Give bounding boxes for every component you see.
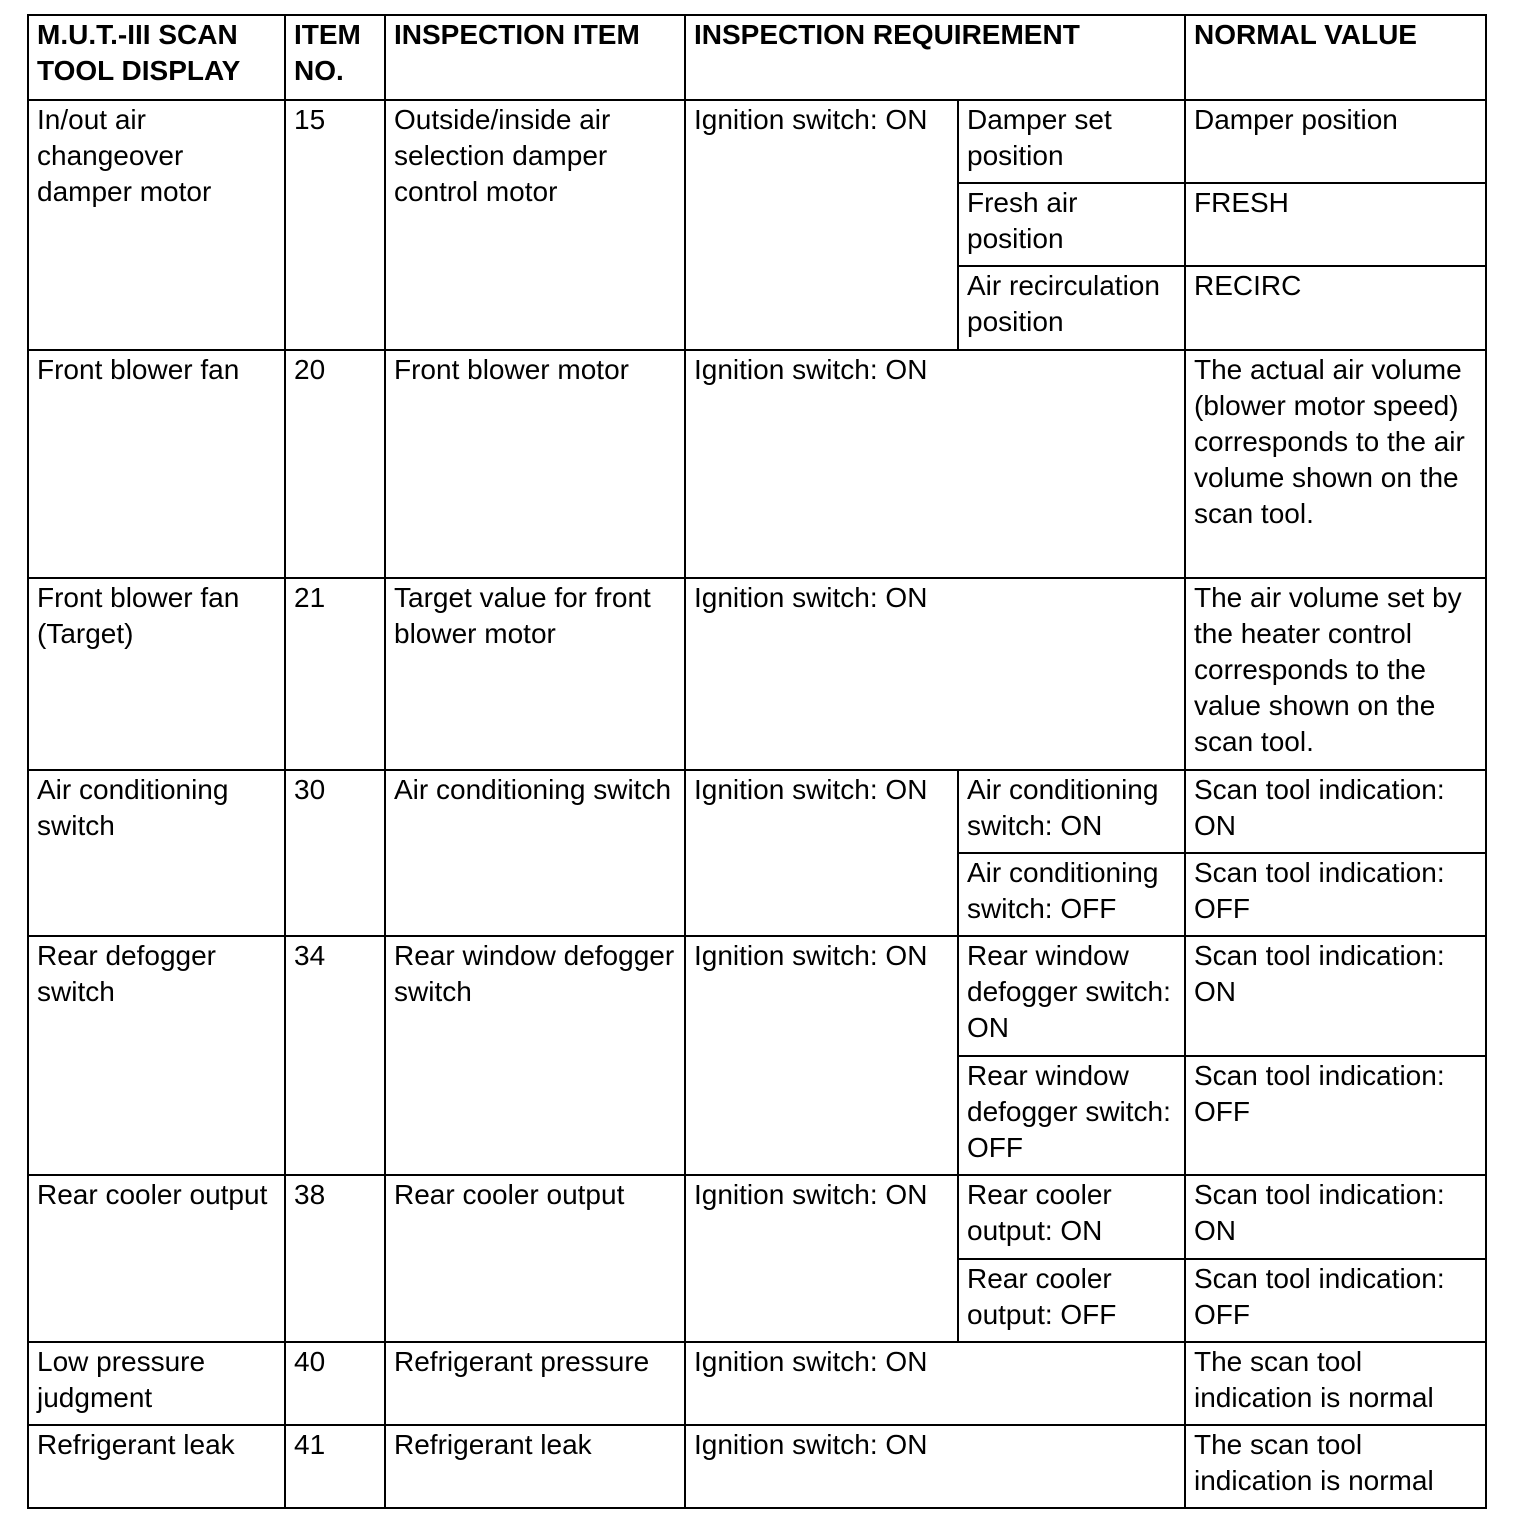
cell-inspection-item: Target value for front blower motor	[385, 578, 685, 770]
table-row	[28, 1175, 1486, 1259]
cell-requirement: Ignition switch: ON	[685, 770, 958, 936]
cell-condition: Air conditioning switch: OFF	[958, 853, 1185, 936]
cell-requirement: Ignition switch: ON	[685, 350, 1185, 578]
cell-display: Air conditioning switch	[28, 770, 285, 936]
cell-normal-value: The air volume set by the heater control corresponds to the value shown on the scan tool.	[1185, 578, 1486, 770]
cell-requirement: Ignition switch: ON	[685, 1425, 1185, 1508]
cell-normal-value: The scan tool indication is normal	[1185, 1342, 1486, 1425]
cell-normal-value: FRESH	[1185, 183, 1486, 266]
cell-item-no: 15	[285, 100, 385, 350]
cell-item-no: 34	[285, 936, 385, 1175]
cell-display: Refrigerant leak	[28, 1425, 285, 1508]
cell-normal-value: The actual air volume (blower motor speed) corresponds to the air volume shown on the scan tool.	[1185, 350, 1486, 578]
cell-condition: Rear window defogger switch: OFF	[958, 1056, 1185, 1175]
cell-display: Front blower fan	[28, 350, 285, 578]
table-row	[28, 936, 1486, 1056]
cell-normal-value: Scan tool indication: OFF	[1185, 1259, 1486, 1342]
cell-requirement: Ignition switch: ON	[685, 578, 1185, 770]
cell-requirement: Ignition switch: ON	[685, 100, 958, 350]
cell-item-no: 41	[285, 1425, 385, 1508]
header-item-no: ITEM NO.	[285, 15, 385, 100]
header-inspection-requirement: INSPECTION REQUIREMENT	[685, 15, 1185, 100]
cell-requirement: Ignition switch: ON	[685, 1175, 958, 1342]
cell-display: Rear cooler output	[28, 1175, 285, 1342]
cell-inspection-item: Air conditioning switch	[385, 770, 685, 936]
cell-inspection-item: Outside/inside air selection damper control motor	[385, 100, 685, 350]
cell-normal-value: Damper position	[1185, 100, 1486, 183]
cell-normal-value: Scan tool indication: ON	[1185, 1175, 1486, 1259]
cell-normal-value: RECIRC	[1185, 266, 1486, 350]
cell-normal-value: The scan tool indication is normal	[1185, 1425, 1486, 1508]
cell-normal-value: Scan tool indication: OFF	[1185, 1056, 1486, 1175]
cell-condition: Rear cooler output: ON	[958, 1175, 1185, 1259]
cell-condition: Air recirculation position	[958, 266, 1185, 350]
header-display: M.U.T.-III SCAN TOOL DISPLAY	[28, 15, 285, 100]
cell-inspection-item: Refrigerant leak	[385, 1425, 685, 1508]
cell-display: Rear defogger switch	[28, 936, 285, 1175]
table-row	[28, 1425, 1486, 1508]
cell-item-no: 38	[285, 1175, 385, 1342]
cell-item-no: 40	[285, 1342, 385, 1425]
cell-display: In/out air changeover damper motor	[28, 100, 285, 350]
table-row	[28, 770, 1486, 853]
table-row	[28, 100, 1486, 183]
cell-condition: Rear window defogger switch: ON	[958, 936, 1185, 1056]
cell-normal-value: Scan tool indication: ON	[1185, 936, 1486, 1056]
cell-display: Low pressure judgment	[28, 1342, 285, 1425]
cell-requirement: Ignition switch: ON	[685, 1342, 1185, 1425]
header-normal-value: NORMAL VALUE	[1185, 15, 1486, 100]
table-row	[28, 1342, 1486, 1425]
inspection-spec-table	[27, 14, 1487, 1509]
table-row	[28, 350, 1486, 578]
cell-inspection-item: Rear window defogger switch	[385, 936, 685, 1175]
cell-inspection-item: Front blower motor	[385, 350, 685, 578]
cell-condition: Air conditioning switch: ON	[958, 770, 1185, 853]
cell-normal-value: Scan tool indication: OFF	[1185, 853, 1486, 936]
cell-condition: Fresh air position	[958, 183, 1185, 266]
cell-item-no: 20	[285, 350, 385, 578]
table-header-row	[28, 15, 1486, 100]
header-inspection-item: INSPECTION ITEM	[385, 15, 685, 100]
cell-display: Front blower fan (Target)	[28, 578, 285, 770]
cell-item-no: 21	[285, 578, 385, 770]
cell-inspection-item: Rear cooler output	[385, 1175, 685, 1342]
cell-condition: Rear cooler output: OFF	[958, 1259, 1185, 1342]
cell-condition: Damper set position	[958, 100, 1185, 183]
cell-item-no: 30	[285, 770, 385, 936]
cell-requirement: Ignition switch: ON	[685, 936, 958, 1175]
cell-normal-value: Scan tool indication: ON	[1185, 770, 1486, 853]
cell-inspection-item: Refrigerant pressure	[385, 1342, 685, 1425]
table-row	[28, 578, 1486, 770]
